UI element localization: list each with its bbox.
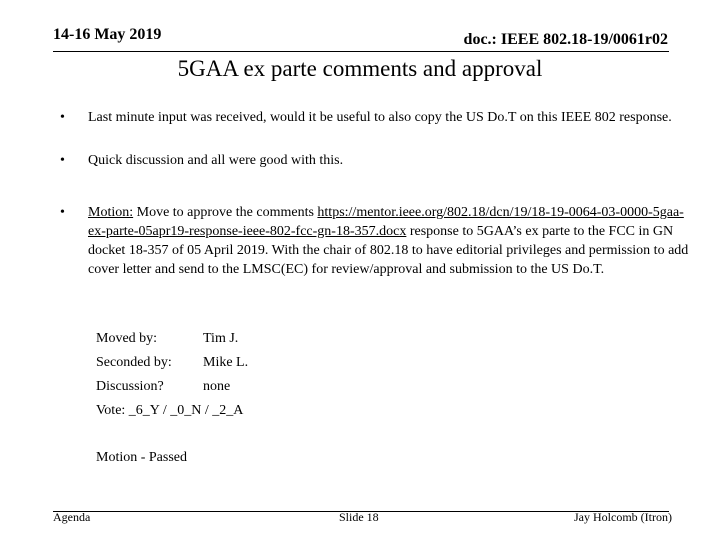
bullet-dot: • bbox=[60, 153, 65, 168]
bullet-dot: • bbox=[60, 205, 65, 220]
bullet-text: Last minute input was received, would it be useful to also copy the US Do.T on this IEEE 802 response. bbox=[88, 110, 672, 125]
moved-by-label: Moved by: bbox=[96, 331, 158, 346]
discussion-value: none bbox=[203, 379, 231, 394]
slide-title: 5GAA ex parte comments and approval bbox=[177, 56, 543, 81]
header-divider bbox=[53, 51, 669, 52]
footer-slide-number: Slide 18 bbox=[339, 510, 379, 524]
header-date: 14-16 May 2019 bbox=[53, 26, 162, 43]
seconded-by-label: Seconded by: bbox=[96, 355, 172, 370]
bullet-text: Quick discussion and all were good with this. bbox=[88, 153, 344, 168]
vote-result: Vote: _6_Y / _0_N / _2_A bbox=[96, 403, 244, 418]
footer-left: Agenda bbox=[53, 510, 91, 524]
footer-author: Jay Holcomb (Itron) bbox=[574, 510, 672, 524]
motion-text bbox=[88, 203, 692, 279]
bullet-item bbox=[58, 108, 698, 127]
header-doc-id: doc.: IEEE 802.18-19/0061r02 bbox=[463, 31, 668, 48]
bullet-dot: • bbox=[60, 110, 65, 125]
moved-by-value: Tim J. bbox=[203, 331, 239, 346]
bullet-item bbox=[58, 151, 698, 170]
motion-label: Motion: bbox=[88, 205, 134, 220]
seconded-by-value: Mike L. bbox=[203, 355, 249, 370]
discussion-label: Discussion? bbox=[96, 379, 164, 394]
motion-result: Motion - Passed bbox=[96, 450, 187, 465]
motion-pre-link: Move to approve the comments bbox=[133, 205, 318, 220]
motion-item bbox=[58, 203, 698, 279]
motion-document-link[interactable]: https://mentor.ieee.org/802.18/dcn/19/18-19-0064-03-0000-5gaa-ex-parte-05apr19-response-ieee-802-fcc-gn-18-357.docx bbox=[88, 205, 684, 239]
motion-post-link: response to 5GAA’s ex parte to the FCC in GN docket 18-357 of 05 April 2019. With the chair of 802.18 to have editorial privileges and permission to add cover letter and send to the LMSC(EC) for review/approval and submission to the US Do.T. bbox=[88, 224, 689, 277]
